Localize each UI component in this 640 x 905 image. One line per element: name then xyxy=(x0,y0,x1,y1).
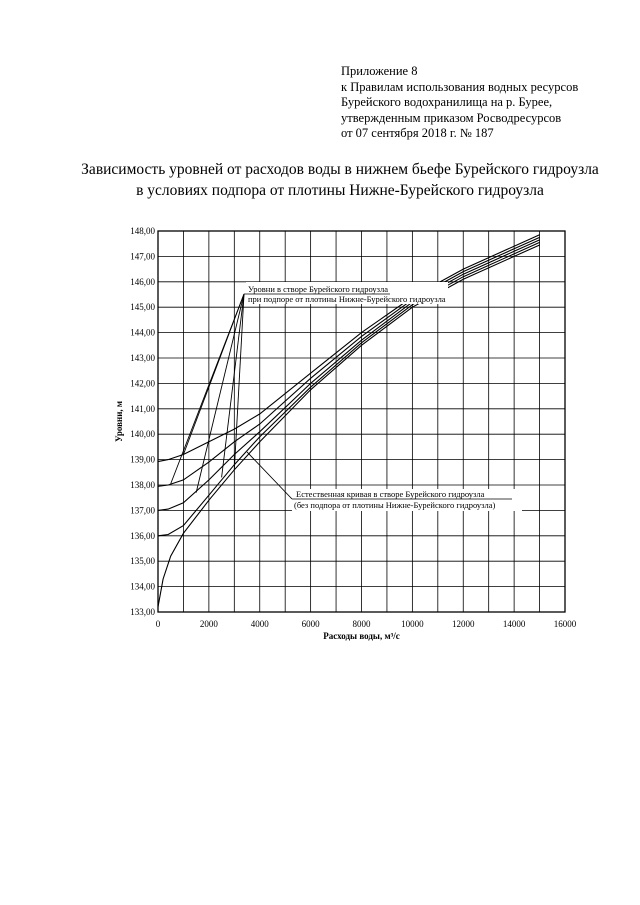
natural-label-line: (без подпора от плотины Нижне-Бурейского гидроузла) xyxy=(294,500,496,510)
y-tick-label: 139,00 xyxy=(130,454,155,465)
series-line-3 xyxy=(158,240,540,511)
appendix-line: Приложение 8 xyxy=(341,64,418,78)
series-line-1 xyxy=(158,235,540,462)
x-tick-label: 12000 xyxy=(452,619,475,629)
y-tick-label: 143,00 xyxy=(130,353,155,363)
x-axis-label: Расходы воды, м³/с xyxy=(323,631,400,641)
y-tick-label: 145,00 xyxy=(130,302,155,313)
title-line: в условиях подпора от плотины Нижне-Бурейского гидроузла xyxy=(136,182,544,199)
appendix-line: к Правилам использования водных ресурсов xyxy=(341,79,579,94)
y-tick-label: 148,00 xyxy=(130,226,155,236)
series-line-2 xyxy=(158,237,540,486)
appendix-line: от 07 сентября 2018 г. № 187 xyxy=(341,126,494,140)
y-tick-label: 135,00 xyxy=(130,556,155,567)
appendix-line: утвержденным приказом Росводресурсов xyxy=(341,110,562,125)
y-tick-label: 136,00 xyxy=(130,530,155,541)
leader-line xyxy=(196,294,244,493)
x-tick-label: 10000 xyxy=(401,619,424,629)
y-axis-label: Уровни, м xyxy=(114,400,124,443)
x-tick-label: 0 xyxy=(155,619,161,629)
y-tick-label: 146,00 xyxy=(130,276,155,287)
y-tick-label: 140,00 xyxy=(130,429,155,440)
y-tick-label: 141,00 xyxy=(130,403,155,414)
backwater-label-line: при подпоре от плотины Нижне-Бурейского гидроузла xyxy=(248,294,446,304)
x-tick-label: 14000 xyxy=(502,619,526,629)
y-tick-label: 147,00 xyxy=(130,251,155,262)
title-line: Зависимость уровней от расходов воды в нижнем бьефе Бурейского гидроузла xyxy=(81,161,599,178)
y-tick-label: 133,00 xyxy=(130,607,155,617)
y-tick-label: 138,00 xyxy=(130,480,155,490)
natural-label-line: Естественная кривая в створе Бурейского гидроузла xyxy=(296,489,485,499)
leader-line xyxy=(234,294,244,470)
y-tick-label: 134,00 xyxy=(130,581,155,592)
x-tick-label: 4000 xyxy=(250,619,269,629)
x-tick-label: 16000 xyxy=(553,619,577,629)
y-tick-label: 144,00 xyxy=(130,327,155,338)
y-tick-label: 142,00 xyxy=(130,378,155,389)
leader-line xyxy=(222,294,244,477)
y-tick-label: 137,00 xyxy=(130,505,155,516)
backwater-label-line: Уровни в створе Бурейского гидроузла xyxy=(248,284,389,294)
x-tick-label: 6000 xyxy=(301,619,320,629)
appendix-line: Бурейского водохранилища на р. Бурее, xyxy=(341,95,553,109)
x-tick-label: 2000 xyxy=(199,619,218,629)
x-tick-label: 8000 xyxy=(352,619,371,629)
